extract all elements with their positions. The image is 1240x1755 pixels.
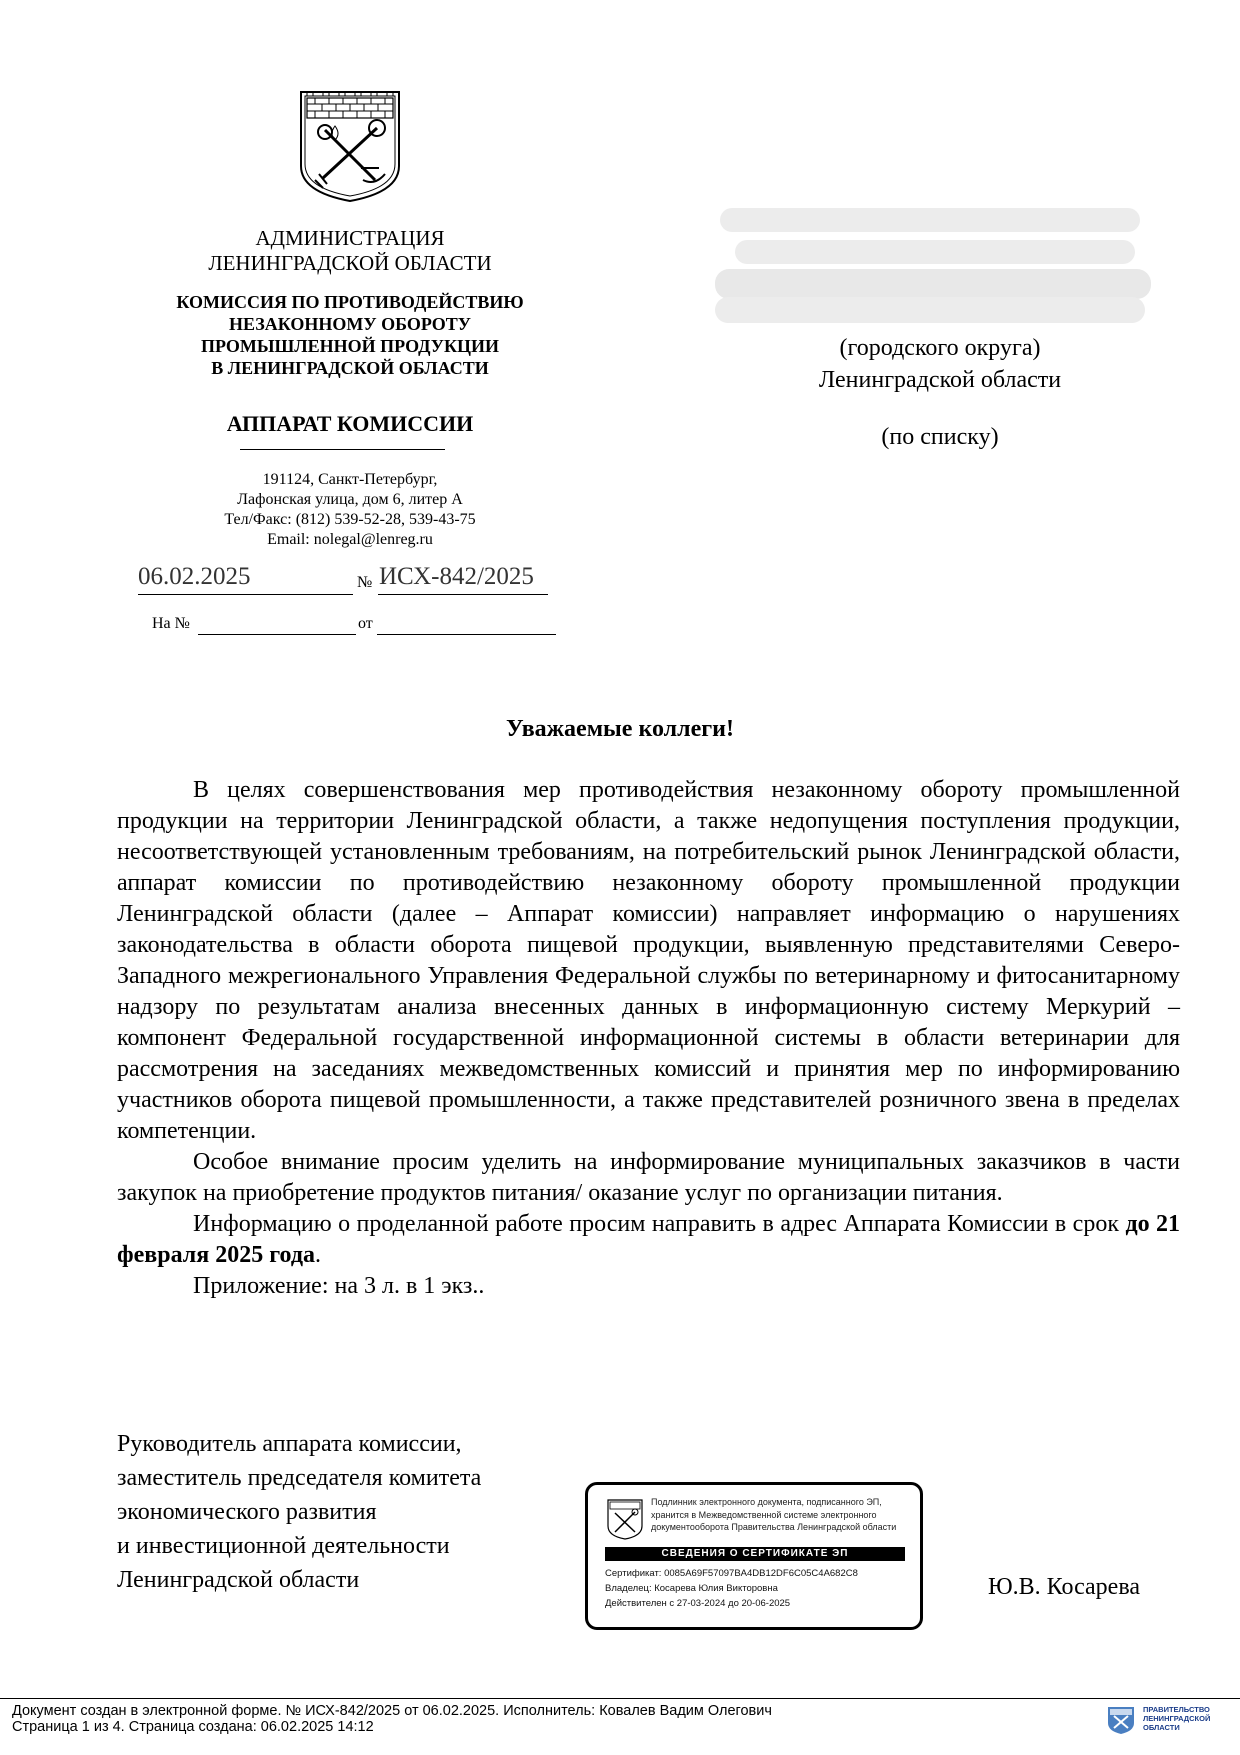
stamp-emblem-icon [605, 1498, 645, 1540]
footer-divider [0, 1698, 1240, 1699]
stamp-validity: Действителен с 27-03-2024 до 20-06-2025 [605, 1598, 791, 1609]
paragraph-attachment: Приложение: на 3 л. в 1 экз.. [193, 1273, 485, 1299]
registration-date: 06.02.2025 [138, 563, 251, 590]
footer-info: Документ создан в электронной форме. № ИСХ-842/2025 от 06.02.2025. Исполнитель: Ковалев Вадим Олегович Страница 1 из 4. Страница создана: 06.02.2025 14:12 [12, 1703, 772, 1735]
sender-address: 191124, Санкт-Петербург, Лафонская улица, дом 6, литер А Тел/Факс: (812) 539-52-28, 539-43-75 Email: nolegal@lenreg.ru [224, 471, 476, 548]
registration-number-label: № [357, 574, 373, 591]
administration-title: АДМИНИСТРАЦИЯ ЛЕНИНГРАДСКОЙ ОБЛАСТИ [208, 226, 492, 275]
registration-number: ИСХ-842/2025 [379, 563, 534, 590]
in-reply-label: На № [152, 615, 190, 632]
paragraph-2: Особое внимание просим уделить на информирование муниципальных заказчиков в части закупок на приобретение продуктов питания/ оказание услуг по организации питания. [117, 1149, 1180, 1206]
government-logo-icon [1106, 1705, 1136, 1735]
paragraph-1: В целях совершенствования мер противодействия незаконному обороту промышленной продукции на территории Ленинградской области, а также недопущения поступления продукции, несоответствующей установленным требованиям, на потребительский рынок Ленинградской области, аппарат комиссии по противодействию незаконному обороту промышленной продукции Ленинградской области (далее – Аппарат комиссии) направляет информацию о нарушениях законодательства в области оборота пищевой продукции, выявленную представителями Северо-Западного межрегионального Управления Федеральной службы по ветеринарному и фитосанитарному надзору по результатам анализа внесенных данных в информационную систему Меркурий – компонент Федеральной государственной информационной системы в области ветеринарии для рассмотрения на заседаниях межведомственных комиссий и принятия мер по информированию участников оборота пищевой промышленности, а также представителей розничного звена в пределах компетенции. [117, 777, 1180, 1144]
electronic-signature-stamp [585, 1482, 923, 1630]
redacted-addressee-block [715, 205, 1155, 330]
paragraph-3: Информацию о проделанной работе просим направить в адрес Аппарата Комиссии в срок до 21 февраля 2025 года. [117, 1211, 1181, 1268]
addressee-okrug: (городского округа) Ленинградской области [818, 335, 1062, 393]
apparatus-title: АППАРАТ КОМИССИИ [226, 411, 474, 436]
stamp-owner: Владелец: Косарева Юлия Викторовна [605, 1583, 778, 1594]
addressee-list: (по списку) [881, 424, 999, 450]
stamp-text: Подлинник электронного документа, подписанного ЭП, хранится в Межведомственной системе электронного документооборота Правительства Ленинградской области [651, 1497, 897, 1532]
government-logo-text: ПРАВИТЕЛЬСТВО ЛЕНИНГРАДСКОЙ ОБЛАСТИ [1143, 1705, 1211, 1732]
salutation: Уважаемые коллеги! [506, 716, 734, 742]
registration-date-line [138, 594, 353, 595]
signature-position: Руководитель аппарата комиссии, заместитель председателя комитета экономического развития и инвестиционной деятельности Ленинградской области [117, 1431, 482, 1593]
apparatus-underline [240, 449, 445, 450]
in-reply-from-label: от [358, 615, 373, 632]
registration-number-line [378, 594, 548, 595]
commission-title: КОМИССИЯ ПО ПРОТИВОДЕЙСТВИЮ НЕЗАКОННОМУ ОБОРОТУ ПРОМЫШЛЕННОЙ ПРОДУКЦИИ В ЛЕНИНГРАДСКОЙ ОБЛАСТИ [176, 292, 524, 378]
letter-body [117, 775, 1180, 1302]
coat-of-arms-emblem [295, 88, 405, 204]
in-reply-number-line [198, 634, 356, 635]
signer-name: Ю.В. Косарева [988, 1574, 1141, 1600]
stamp-certificate-title: СВЕДЕНИЯ О СЕРТИФИКАТЕ ЭП [605, 1547, 905, 1561]
stamp-certificate-id: Сертификат: 0085A69F57097BA4DB12DF6C05C4A682C8 [605, 1568, 858, 1579]
in-reply-date-line [377, 634, 556, 635]
